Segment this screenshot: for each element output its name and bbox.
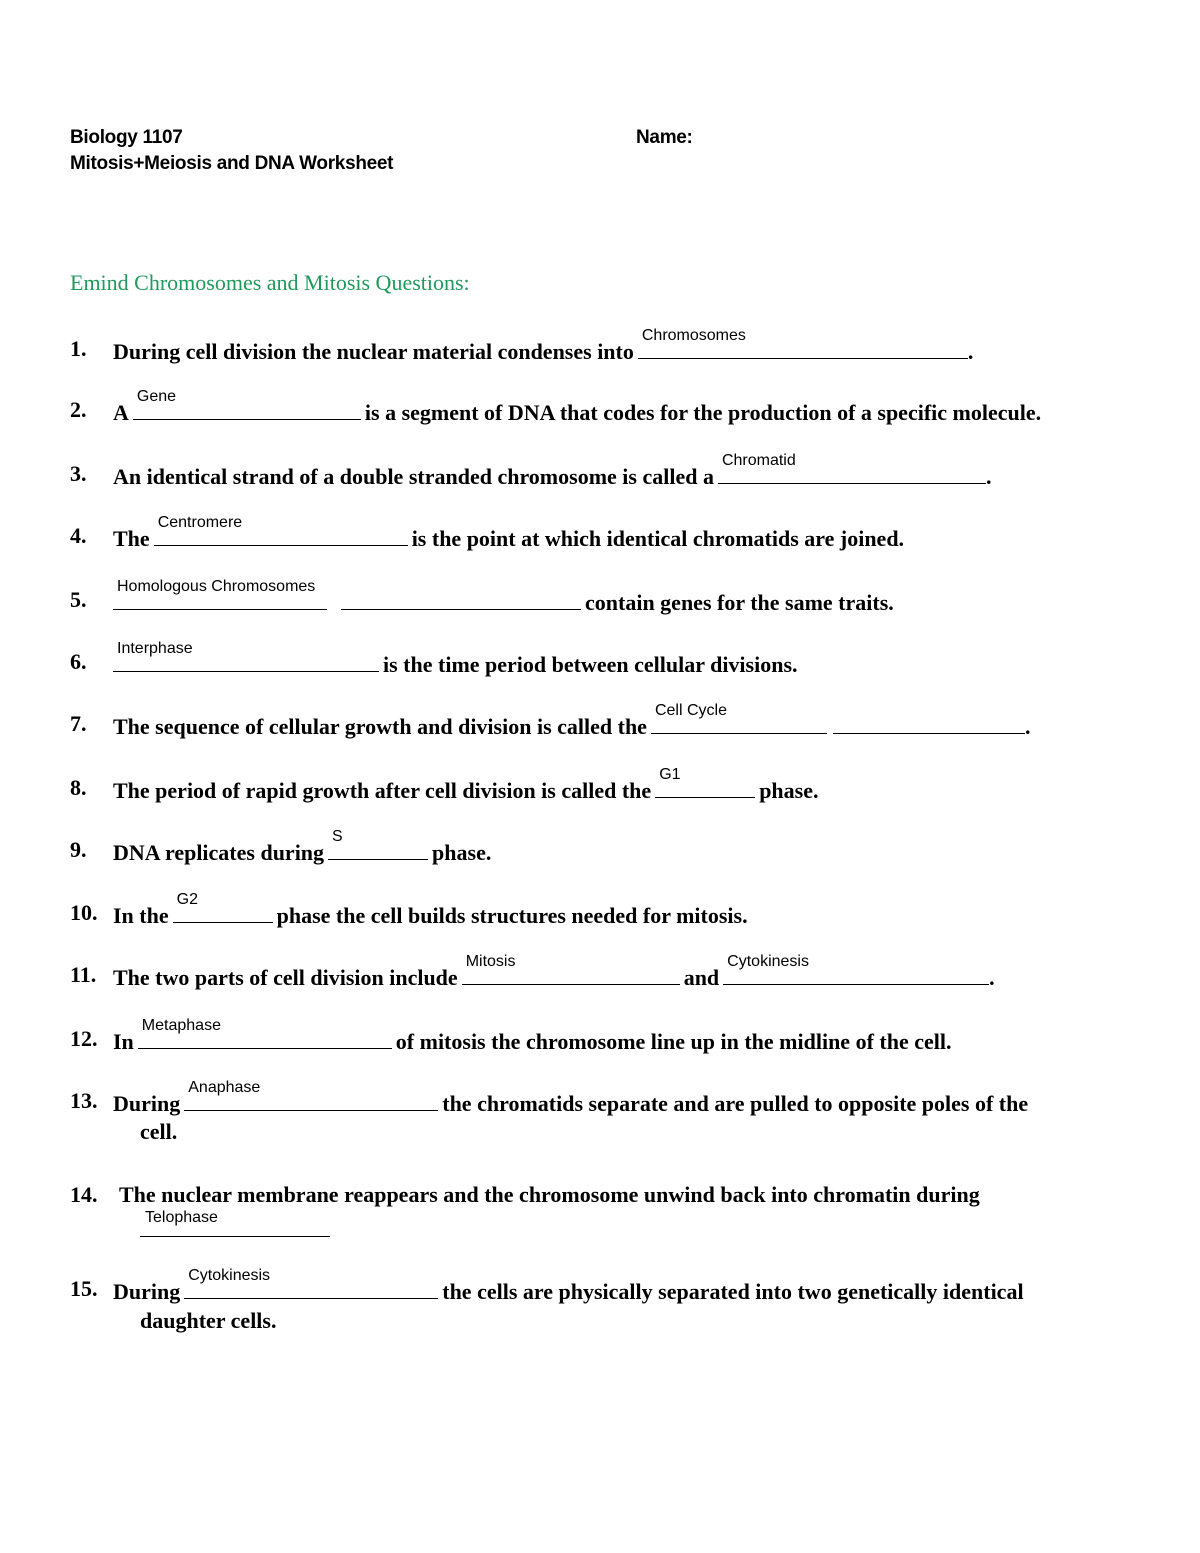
answer-blank[interactable] [113, 578, 327, 610]
question-text: . [989, 965, 995, 990]
question-continuation: cell. [140, 1119, 178, 1144]
question-text: phase the cell builds structures needed for mitosis. [276, 903, 748, 928]
question-continuation: daughter cells. [140, 1308, 277, 1333]
answer-blank[interactable] [462, 953, 680, 985]
question-11 [113, 953, 995, 990]
answer-text: Cytokinesis [188, 1267, 271, 1284]
answer-text: Metaphase [141, 1017, 221, 1034]
answer-text: Homologous Chromosomes [117, 578, 316, 595]
answer-text: Anaphase [188, 1079, 261, 1096]
question-15 [113, 1267, 1024, 1304]
answer-blank[interactable] [138, 1017, 392, 1049]
question-4 [113, 514, 905, 551]
question-12 [113, 1017, 952, 1054]
answer-text: Chromatid [721, 452, 796, 469]
question-text: DNA replicates during [113, 840, 325, 865]
question-number: 10. [70, 900, 98, 925]
question-text: The nuclear membrane reappears and the chromosome unwind back into chromatin during [119, 1182, 980, 1207]
question-text: The [113, 526, 150, 551]
question-text: is the point at which identical chromatids are joined. [411, 526, 905, 551]
question-number: 11. [70, 962, 97, 987]
answer-blank[interactable] [638, 327, 968, 359]
answer-blank[interactable] [133, 388, 361, 420]
answer-text: Telophase [145, 1209, 218, 1226]
answer-blank[interactable] [328, 828, 428, 860]
question-text: In [113, 1029, 134, 1054]
question-2 [113, 388, 1042, 425]
question-text: A [113, 400, 129, 425]
question-number: 14. [70, 1182, 98, 1207]
question-number: 6. [70, 649, 87, 674]
question-8 [113, 766, 819, 803]
question-number: 2. [70, 397, 87, 422]
question-number: 5. [70, 587, 87, 612]
answer-blank-2[interactable] [723, 953, 989, 985]
question-10 [113, 891, 748, 928]
question-text: phase. [759, 778, 819, 803]
question-text: During [113, 1091, 181, 1116]
answer-blank[interactable] [184, 1267, 438, 1299]
question-text: is a segment of DNA that codes for the production of a specific molecule. [364, 400, 1042, 425]
question-13 [113, 1079, 1029, 1116]
question-number: 12. [70, 1026, 98, 1051]
question-number: 9. [70, 837, 87, 862]
question-text: An identical strand of a double stranded chromosome is called a [113, 464, 714, 489]
question-number: 8. [70, 775, 87, 800]
course-title: Biology 1107 [70, 127, 183, 148]
question-text: During cell division the nuclear material condenses into [113, 339, 634, 364]
answer-text: Mitosis [465, 953, 516, 970]
question-1 [113, 327, 974, 364]
question-number: 1. [70, 336, 87, 361]
question-text: is the time period between cellular divisions. [383, 652, 798, 677]
question-6 [113, 640, 798, 677]
answer-blank-2[interactable] [833, 713, 1025, 734]
answer-text: Cell Cycle [654, 702, 727, 719]
answer-text: G2 [176, 891, 198, 908]
answer-blank[interactable] [173, 891, 273, 923]
answer-text: Interphase [117, 640, 193, 657]
answer-text: Centromere [157, 514, 243, 531]
question-14 [119, 1184, 980, 1206]
question-5 [113, 578, 894, 615]
worksheet-title: Mitosis+Meiosis and DNA Worksheet [70, 153, 394, 174]
question-3 [113, 452, 992, 489]
question-number: 13. [70, 1088, 98, 1113]
question-text: . [1024, 714, 1031, 739]
question-number: 3. [70, 461, 87, 486]
question-text: The two parts of cell division include [113, 965, 458, 990]
question-text: phase. [432, 840, 492, 865]
question-9 [113, 828, 492, 865]
answer-text: Gene [136, 388, 177, 405]
question-text: The period of rapid growth after cell division is called the [113, 778, 652, 803]
answer-blank-2[interactable] [341, 589, 581, 610]
answer-blank[interactable] [655, 766, 755, 798]
question-text: the cells are physically separated into two genetically identical [442, 1279, 1024, 1304]
question-7 [113, 702, 1031, 739]
answer-text: G1 [659, 766, 681, 783]
answer-text: Cytokinesis [727, 953, 809, 970]
answer-blank[interactable] [184, 1079, 438, 1111]
answer-blank[interactable] [718, 452, 986, 484]
section-title: Emind Chromosomes and Mitosis Questions: [70, 270, 470, 295]
question-text: In the [113, 903, 169, 928]
name-label: Name: [636, 127, 693, 148]
question-text: of mitosis the chromosome line up in the midline of the cell. [395, 1029, 952, 1054]
question-text: The sequence of cellular growth and division is called the [113, 714, 647, 739]
question-text: contain genes for the same traits. [585, 590, 894, 615]
question-text: and [683, 965, 720, 990]
question-text: . [985, 464, 992, 489]
answer-text: Chromosomes [641, 327, 746, 344]
answer-blank[interactable] [154, 514, 408, 546]
question-text: During [113, 1279, 181, 1304]
question-number: 7. [70, 711, 87, 736]
question-text: . [967, 339, 974, 364]
answer-blank[interactable] [140, 1236, 330, 1237]
answer-blank[interactable] [651, 702, 827, 734]
answer-text: S [332, 828, 343, 845]
question-number: 15. [70, 1276, 98, 1301]
question-text: the chromatids separate and are pulled to opposite poles of the [442, 1091, 1029, 1116]
answer-blank[interactable] [113, 640, 379, 672]
question-number: 4. [70, 523, 87, 548]
